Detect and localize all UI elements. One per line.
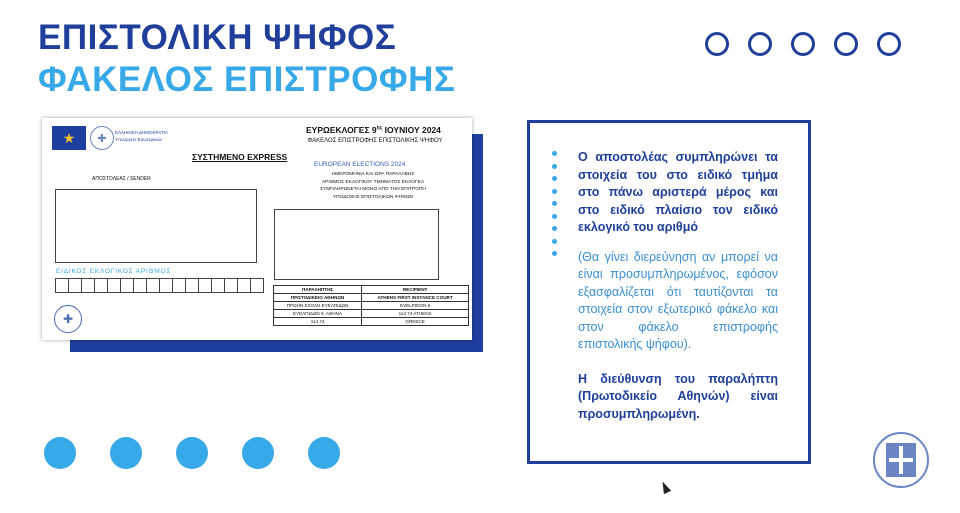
info-paragraph-note: (Θα γίνει διερεύνηση αν μπορεί να είναι προσυμπληρωμένος, εφόσον εξασφαλίζεται ότι ταυτίζονται τα στοιχεία στον εξωτερικό φάκελο και στον φάκελο επιστροφής επιστολικής ψήφου). xyxy=(578,249,778,351)
greek-seal-icon: ✚ xyxy=(54,305,82,333)
return-envelope-image xyxy=(42,118,472,340)
express-label: ΣΥΣΤΗΜΕΝΟ EXPRESS xyxy=(192,152,288,162)
return-envelope-label: ΦΑΚΕΛΟΣ ΕΠΙΣΤΡΟΦΗΣ ΕΠΙΣΤΟΛΙΚΗΣ ΨΗΦΟΥ xyxy=(307,138,443,144)
page-subtitle: ΦΑΚΕΛΟΣ ΕΠΙΣΤΡΟΦΗΣ xyxy=(38,60,456,99)
decorative-dots xyxy=(44,437,340,469)
table-row: 114 74 GREECE xyxy=(274,318,469,326)
dot-icon xyxy=(176,437,208,469)
greek-seal-icon: ✚ xyxy=(90,126,114,150)
decorative-vertical-dots xyxy=(552,151,557,256)
hellenic-republic-seal-icon xyxy=(873,432,929,488)
ring-icon xyxy=(748,32,772,56)
info-paragraph-recipient: Η διεύθυνση του παραλήπτη (Πρωτοδικείο Αθηνών) είναι προσυμπληρωμένη. xyxy=(578,371,778,421)
ring-icon xyxy=(791,32,815,56)
sender-box xyxy=(55,189,257,263)
decorative-rings xyxy=(705,32,901,56)
electoral-number-label: ΕΙΔΙΚΟΣ ΕΚΛΟΓΙΚΟΣ ΑΡΙΘΜΟΣ xyxy=(56,268,172,275)
ring-icon xyxy=(877,32,901,56)
sender-label: ΑΠΟΣΤΟΛΕΑΣ / SENDER xyxy=(92,176,151,182)
table-row: ΠΡΩΗΝ ΣΧΟΛΗ ΕΥΕΛΠΙΔΩΝ EVELPIDON 6 xyxy=(274,302,469,310)
gov-logo-text: ΕΛΛΗΝΙΚΗ ΔΗΜΟΚΡΑΤΙΑ Υπουργείο Εσωτερικών xyxy=(115,130,168,142)
table-row: ΠΡΩΤΟΔΙΚΕΙΟ ΑΘΗΝΩΝ ATHENS FIRST INSTANCE COURT xyxy=(274,294,469,302)
page-title: ΕΠΙΣΤΟΛΙΚΗ ΨΗΦΟΣ xyxy=(38,18,397,57)
committee-instructions: ΗΜΕΡΟΜΗΝΙΑ ΚΑΙ ΩΡΑ ΠΑΡΑΛΑΒΗΣ ΑΡΙΘΜΟΣ ΕΚΛΟΓΙΚΟΥ ΤΜΗΜΑΤΟΣ ΕΚΛΟΓΕΑ ΣΥΜΠΛΗΡΩΝΕΤΑΙ ΜΟΝΟ ΑΠΟ ΤΗΝ ΕΠΙΤΡΟΠΗ ΥΠΟΔΟΧΗΣ ΕΠΙΣΤΟΛΙΚΩΝ ΨΗΦΩΝ xyxy=(320,172,426,200)
info-text xyxy=(578,149,778,423)
electoral-number-grid xyxy=(55,278,263,293)
mouse-cursor-icon xyxy=(659,480,671,494)
table-row: ΠΑΡΑΛΗΠΤΗΣ RECIPIENT xyxy=(274,286,469,294)
ring-icon xyxy=(705,32,729,56)
dot-icon xyxy=(308,437,340,469)
dot-icon xyxy=(44,437,76,469)
dot-icon xyxy=(110,437,142,469)
recipient-address-table xyxy=(273,285,469,326)
ring-icon xyxy=(834,32,858,56)
eu-flag-icon: ★ xyxy=(52,126,86,150)
elections-title: ΕΥΡΩΕΚΛΟΓΕΣ $9^{\eta\varsigma}$ ΙΟΥΝΙΟΥ 2024 xyxy=(306,125,441,135)
dot-icon xyxy=(242,437,274,469)
committee-box xyxy=(274,209,439,280)
table-row: ΕΥΕΛΠΙΔΩΝ 6, ΑΘΗΝΑ 114 74 ATHENS xyxy=(274,310,469,318)
european-elections-label: EUROPEAN ELECTIONS 2024 xyxy=(314,161,406,168)
info-paragraph-sender: Ο αποστολέας συμπληρώνει τα στοιχεία του στο ειδικό τμήμα στο πάνω αριστερά μέρος και στο ειδικό πλαίσιο τον ειδικό εκλογικό του αριθμό xyxy=(578,150,778,234)
